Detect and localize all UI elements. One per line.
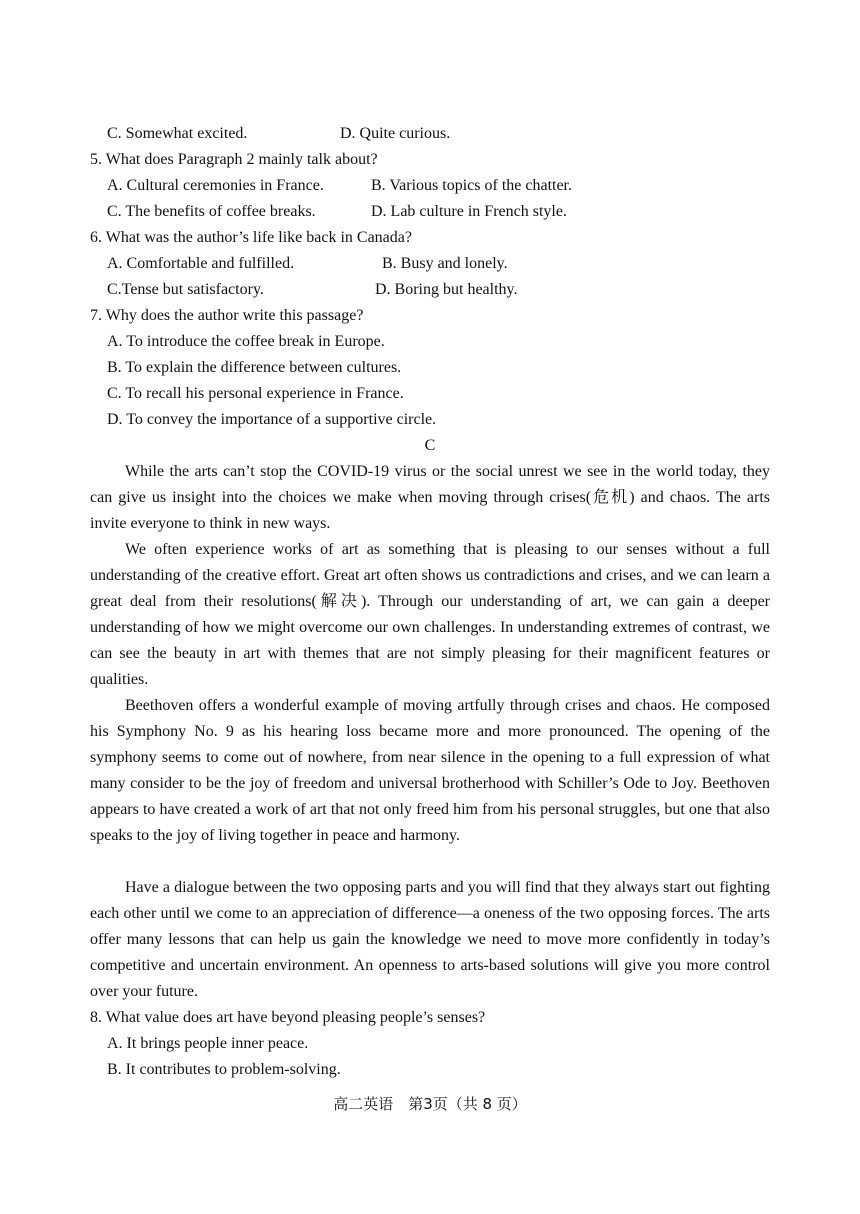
q7-option-c: C. To recall his personal experience in France.	[107, 385, 404, 402]
q5-option-d: D. Lab culture in French style.	[371, 203, 567, 220]
passage-paragraph-2: We often experience works of art as something that is pleasing to our senses without a full understanding of the creative effort. Great art often shows us contradictions and crises, and we can learn a great deal from their resolutions(解决). Through our understanding of art, we can gain a deeper understanding of how we might overcome our own challenges. In understanding extremes of contrast, we can see the beauty in art with themes that are not simply pleasing for their magnificent features or qualities.	[90, 541, 770, 688]
q5-option-c: C. The benefits of coffee breaks.	[107, 203, 316, 220]
q8-stem: 8. What value does art have beyond pleasing people’s senses?	[90, 1009, 486, 1026]
passage-paragraph-4: Have a dialogue between the two opposing parts and you will find that they always start out fighting each other until we come to an appreciation of difference—a oneness of the two opposing forces. The arts offer many lessons that can help us gain the knowledge we need to move more confidently in today’s competitive and uncertain environment. An openness to arts-based solutions will give you more control over your future.	[90, 879, 770, 1000]
section-label: C	[424, 437, 436, 454]
page-footer: 高二英语 第3页（共 8 页）	[333, 1095, 527, 1113]
q6-option-d: D. Boring but healthy.	[375, 281, 518, 298]
q6-option-c: C.Tense but satisfactory.	[107, 281, 264, 298]
q5-option-b: B. Various topics of the chatter.	[371, 177, 572, 194]
q7-option-b: B. To explain the difference between cultures.	[107, 359, 402, 376]
q7-option-a: A. To introduce the coffee break in Europe.	[107, 333, 385, 350]
q5-stem: 5. What does Paragraph 2 mainly talk about?	[90, 151, 378, 168]
passage-paragraph-1: While the arts can’t stop the COVID-19 virus or the social unrest we see in the world today, they can give us insight into the choices we make when moving through crises(危机) and chaos. The arts invite everyone to think in new ways.	[90, 463, 770, 532]
q4-option-d: D. Quite curious.	[340, 125, 451, 142]
q8-option-b: B. It contributes to problem-solving.	[107, 1061, 341, 1078]
q7-stem: 7. Why does the author write this passage?	[90, 307, 364, 324]
q6-option-b: B. Busy and lonely.	[382, 255, 508, 272]
q8-option-a: A. It brings people inner peace.	[107, 1035, 309, 1052]
passage-paragraph-3: Beethoven offers a wonderful example of moving artfully through crises and chaos. He composed his Symphony No. 9 as his hearing loss became more and more pronounced. The opening of the symphony seems to come out of nowhere, from near silence in the opening to a full expression of what many consider to be the joy of freedom and universal brotherhood with Schiller’s Ode to Joy. Beethoven appears to have created a work of art that not only freed him from his personal struggles, but one that also speaks to the joy of living together in peace and harmony.	[90, 697, 770, 844]
q6-option-a: A. Comfortable and fulfilled.	[107, 255, 295, 272]
q6-stem: 6. What was the author’s life like back in Canada?	[90, 229, 412, 246]
q7-option-d: D. To convey the importance of a supportive circle.	[107, 411, 437, 428]
q4-option-c: C. Somewhat excited.	[107, 125, 248, 142]
q5-option-a: A. Cultural ceremonies in France.	[107, 177, 324, 194]
